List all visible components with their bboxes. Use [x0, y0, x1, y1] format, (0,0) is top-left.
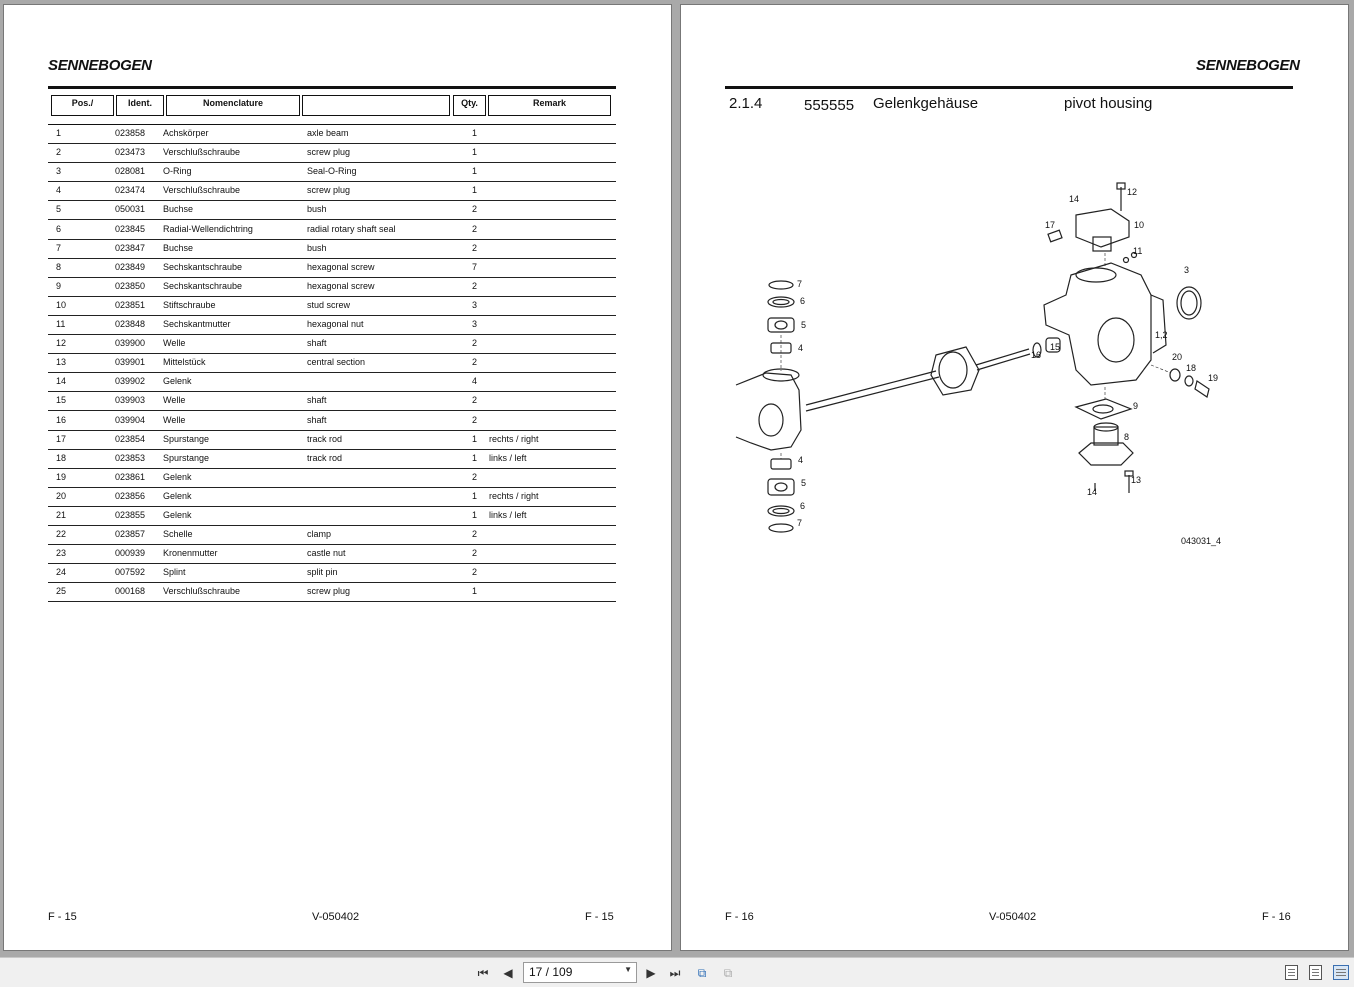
- cell-pos: 17: [56, 433, 67, 444]
- cell-qty: 2: [472, 223, 478, 234]
- table-row: [48, 526, 616, 545]
- cell-name-de: Gelenk: [163, 490, 192, 501]
- callout-8: 8: [1124, 432, 1130, 442]
- cell-ident: 023848: [115, 319, 146, 329]
- table-row: [48, 583, 616, 602]
- cell-ident: 039900: [115, 338, 146, 349]
- cell-ident: 023849: [115, 261, 146, 272]
- cell-ident: 039901: [115, 357, 146, 368]
- header-rule: [725, 86, 1293, 89]
- cell-pos: 6: [56, 223, 62, 234]
- sennebogen-logo: SENNEBOGEN: [48, 57, 152, 74]
- cell-name-en: shaft: [307, 338, 327, 349]
- footer-page-left: F - 15: [48, 911, 77, 923]
- table-row: [48, 163, 616, 182]
- cell-pos: 25: [56, 586, 67, 597]
- cell-pos: 21: [56, 510, 67, 520]
- cell-pos: 3: [56, 166, 62, 177]
- cell-ident: 023474: [115, 185, 146, 196]
- cell-ident: 023857: [115, 529, 146, 540]
- page-indicator: 17 / 109: [529, 965, 573, 979]
- callout-7-bottom: 7: [797, 518, 803, 528]
- table-row: [48, 201, 616, 220]
- cell-qty: 4: [472, 376, 478, 387]
- cell-name-en: hexagonal screw: [307, 280, 375, 291]
- cell-remark: links / left: [489, 510, 527, 520]
- cell-name-de: Kronenmutter: [163, 548, 218, 559]
- cell-name-de: Spurstange: [163, 452, 210, 463]
- cell-name-en: track rod: [307, 433, 343, 444]
- callout-1-2: 1,2: [1155, 330, 1168, 340]
- cell-name-de: Welle: [163, 395, 186, 406]
- cell-name-en: Seal-O-Ring: [307, 166, 357, 177]
- go-back-view-icon[interactable]: ⧉: [697, 966, 707, 980]
- cell-name-de: Welle: [163, 338, 186, 349]
- cell-pos: 2: [56, 147, 62, 158]
- cell-pos: 24: [56, 567, 67, 578]
- cell-name-de: Verschlußschraube: [163, 586, 241, 597]
- cell-ident: 023473: [115, 147, 146, 158]
- cell-name-en: central section: [307, 357, 366, 368]
- table-row: [48, 373, 616, 392]
- section-number: 2.1.4: [729, 95, 763, 112]
- cell-qty: 2: [472, 471, 478, 482]
- footer-page-right: F - 16: [1262, 911, 1291, 923]
- callout-16: 16: [1031, 350, 1042, 360]
- footer-doc-code: V-050402: [312, 911, 360, 923]
- cell-name-de: Verschlußschraube: [163, 147, 241, 158]
- cell-pos: 14: [56, 376, 67, 387]
- cell-ident: 023853: [115, 452, 146, 463]
- table-row: [48, 335, 616, 354]
- cell-ident: 023858: [115, 128, 146, 138]
- cell-name-de: Achskörper: [163, 128, 209, 138]
- assembly-ident: 555555: [804, 97, 855, 114]
- cell-name-de: Sechskantschraube: [163, 261, 243, 272]
- cell-remark: links / left: [489, 452, 527, 463]
- callout-17: 17: [1045, 220, 1056, 230]
- table-row: [48, 412, 616, 431]
- cell-pos: 18: [56, 452, 67, 463]
- cell-name-en: screw plug: [307, 147, 351, 158]
- cell-ident: 023861: [115, 471, 146, 482]
- cell-qty: 2: [472, 280, 478, 291]
- sennebogen-logo: SENNEBOGEN: [1196, 57, 1300, 74]
- cell-name-de: Stiftschraube: [163, 299, 216, 310]
- cell-qty: 1: [472, 452, 478, 463]
- cell-name-de: Splint: [163, 567, 186, 578]
- cell-name-en: radial rotary shaft seal: [307, 223, 396, 234]
- cell-name-en: screw plug: [307, 185, 351, 196]
- cell-qty: 1: [472, 147, 478, 158]
- col-header-pos: Pos./: [51, 95, 114, 116]
- navigation-toolbar: [0, 957, 1354, 987]
- table-row: [48, 450, 616, 469]
- cell-qty: 2: [472, 567, 478, 578]
- cell-pos: 10: [56, 299, 67, 310]
- cell-name-en: stud screw: [307, 299, 351, 310]
- table-row: [48, 221, 616, 240]
- cell-name-de: Buchse: [163, 204, 194, 215]
- cell-name-en: hexagonal nut: [307, 319, 364, 329]
- first-page-icon[interactable]: ⏮: [477, 966, 489, 980]
- cell-pos: 16: [56, 414, 67, 425]
- cell-name-de: Gelenk: [163, 471, 192, 482]
- cell-pos: 20: [56, 490, 67, 501]
- cell-name-en: track rod: [307, 452, 343, 463]
- cell-qty: 2: [472, 204, 478, 215]
- table-row: [48, 240, 616, 259]
- cell-remark: rechts / right: [489, 433, 539, 444]
- cell-ident: 000168: [115, 586, 146, 597]
- cell-qty: 3: [472, 299, 478, 310]
- callout-10: 10: [1134, 220, 1145, 230]
- cell-ident: 028081: [115, 166, 146, 177]
- cell-qty: 2: [472, 529, 478, 540]
- cell-ident: 039903: [115, 395, 146, 406]
- col-header-blank: [302, 95, 450, 116]
- table-row: [48, 545, 616, 564]
- footer-page-right: F - 15: [585, 911, 614, 923]
- cell-pos: 12: [56, 338, 67, 349]
- cell-name-de: Gelenk: [163, 376, 192, 387]
- chevron-down-icon[interactable]: ▼: [624, 965, 632, 974]
- table-row: [48, 392, 616, 411]
- table-row: [48, 182, 616, 201]
- callout-19: 19: [1208, 373, 1219, 383]
- cell-name-de: Verschlußschraube: [163, 185, 241, 196]
- callout-18: 18: [1186, 363, 1197, 373]
- cell-qty: 2: [472, 395, 478, 406]
- col-header-remark: Remark: [488, 95, 611, 116]
- table-row: [48, 259, 616, 278]
- cell-ident: 007592: [115, 567, 146, 578]
- cell-ident: 023850: [115, 280, 146, 291]
- cell-name-de: Gelenk: [163, 510, 192, 520]
- cell-name-en: hexagonal screw: [307, 261, 375, 272]
- callout-4-bottom: 4: [798, 455, 804, 465]
- header-rule: [48, 86, 616, 89]
- cell-qty: 2: [472, 242, 478, 253]
- page-number-input[interactable]: [523, 962, 637, 983]
- cell-name-de: Sechskantmutter: [163, 319, 231, 329]
- callout-14-bottom: 14: [1087, 487, 1098, 497]
- col-header-ident: Ident.: [116, 95, 164, 116]
- table-row: [48, 469, 616, 488]
- cell-qty: 3: [472, 319, 478, 329]
- table-row: [48, 354, 616, 373]
- cell-name-de: Welle: [163, 414, 186, 425]
- table-row: [48, 278, 616, 297]
- cell-name-en: bush: [307, 242, 327, 253]
- cell-name-de: Radial-Wellendichtring: [163, 223, 253, 234]
- callout-14-top: 14: [1069, 194, 1080, 204]
- cell-pos: 15: [56, 395, 67, 406]
- table-row: [48, 564, 616, 583]
- cell-pos: 5: [56, 204, 62, 215]
- cell-name-en: axle beam: [307, 128, 349, 138]
- callout-6-bottom: 6: [800, 501, 806, 511]
- callout-5-top: 5: [801, 320, 807, 330]
- cell-name-de: Sechskantschraube: [163, 280, 243, 291]
- callout-11: 11: [1133, 246, 1143, 256]
- cell-ident: 023854: [115, 433, 146, 444]
- table-row: [48, 507, 616, 526]
- cell-pos: 22: [56, 529, 67, 540]
- callout-20: 20: [1172, 352, 1183, 362]
- col-header-qty: Qty.: [453, 95, 486, 116]
- cell-qty: 2: [472, 414, 478, 425]
- cell-ident: 000939: [115, 548, 146, 559]
- cell-ident: 023845: [115, 223, 146, 234]
- table-row: [48, 144, 616, 163]
- cell-pos: 8: [56, 261, 62, 272]
- cell-name-de: Mittelstück: [163, 357, 206, 368]
- callout-12: 12: [1127, 187, 1138, 197]
- footer-page-left: F - 16: [725, 911, 754, 923]
- callout-9: 9: [1133, 401, 1139, 411]
- cell-pos: 1: [56, 128, 62, 138]
- cell-qty: 2: [472, 548, 478, 559]
- cell-pos: 7: [56, 242, 62, 253]
- table-row: [48, 297, 616, 316]
- cell-ident: 023855: [115, 510, 146, 520]
- cell-qty: 1: [472, 510, 478, 520]
- cell-name-en: bush: [307, 204, 327, 215]
- cell-qty: 1: [472, 490, 478, 501]
- table-row: [48, 316, 616, 335]
- cell-pos: 13: [56, 357, 67, 368]
- go-forward-view-icon[interactable]: ⧉: [723, 966, 733, 980]
- cell-pos: 9: [56, 280, 62, 291]
- cell-qty: 7: [472, 261, 478, 272]
- cell-ident: 023851: [115, 299, 146, 310]
- cell-name-en: clamp: [307, 529, 332, 540]
- cell-ident: 039902: [115, 376, 146, 387]
- single-page-view-icon[interactable]: [1285, 965, 1298, 980]
- cell-ident: 023847: [115, 242, 146, 253]
- table-row: [48, 488, 616, 507]
- callout-3: 3: [1184, 265, 1190, 275]
- cell-qty: 1: [472, 433, 478, 444]
- cell-name-en: castle nut: [307, 548, 346, 559]
- cell-qty: 2: [472, 357, 478, 368]
- cell-ident: 039904: [115, 414, 146, 425]
- cell-name-de: Spurstange: [163, 433, 210, 444]
- cell-name-de: Buchse: [163, 242, 194, 253]
- col-header-nomenclature: Nomenclature: [166, 95, 300, 116]
- cell-ident: 050031: [115, 204, 146, 215]
- table-row: [48, 125, 616, 144]
- page-f15: [3, 4, 672, 951]
- drawing-number: 043031_4: [1181, 536, 1222, 546]
- assembly-title-en: pivot housing: [1064, 95, 1153, 112]
- cell-ident: 023856: [115, 490, 146, 501]
- cell-pos: 23: [56, 548, 67, 559]
- cell-name-en: screw plug: [307, 586, 351, 597]
- cell-pos: 11: [56, 319, 66, 329]
- cell-pos: 19: [56, 471, 67, 482]
- page-f16: [680, 4, 1349, 951]
- callout-7-top: 7: [797, 279, 803, 289]
- cell-qty: 1: [472, 185, 478, 196]
- cell-pos: 4: [56, 185, 62, 196]
- callout-5-bottom: 5: [801, 478, 807, 488]
- previous-page-icon[interactable]: ◀: [503, 966, 513, 980]
- cell-name-en: shaft: [307, 414, 327, 425]
- next-page-icon[interactable]: ▶: [646, 966, 656, 980]
- footer-doc-code: V-050402: [989, 911, 1037, 923]
- cell-qty: 1: [472, 586, 478, 597]
- cell-name-en: shaft: [307, 395, 327, 406]
- last-page-icon[interactable]: ⏭: [669, 966, 681, 980]
- cell-qty: 1: [472, 166, 478, 177]
- continuous-view-icon[interactable]: [1309, 965, 1322, 980]
- two-page-view-icon[interactable]: [1333, 965, 1349, 980]
- callout-15: 15: [1050, 342, 1061, 352]
- callout-6-top: 6: [800, 296, 806, 306]
- cell-remark: rechts / right: [489, 490, 539, 501]
- assembly-title-de: Gelenkgehäuse: [873, 95, 979, 112]
- cell-qty: 2: [472, 338, 478, 349]
- callout-4-top: 4: [798, 343, 804, 353]
- cell-name-de: Schelle: [163, 529, 193, 540]
- cell-qty: 1: [472, 128, 478, 138]
- table-row: [48, 431, 616, 450]
- callout-13: 13: [1131, 475, 1142, 485]
- cell-name-en: split pin: [307, 567, 338, 578]
- cell-name-de: O-Ring: [163, 166, 192, 177]
